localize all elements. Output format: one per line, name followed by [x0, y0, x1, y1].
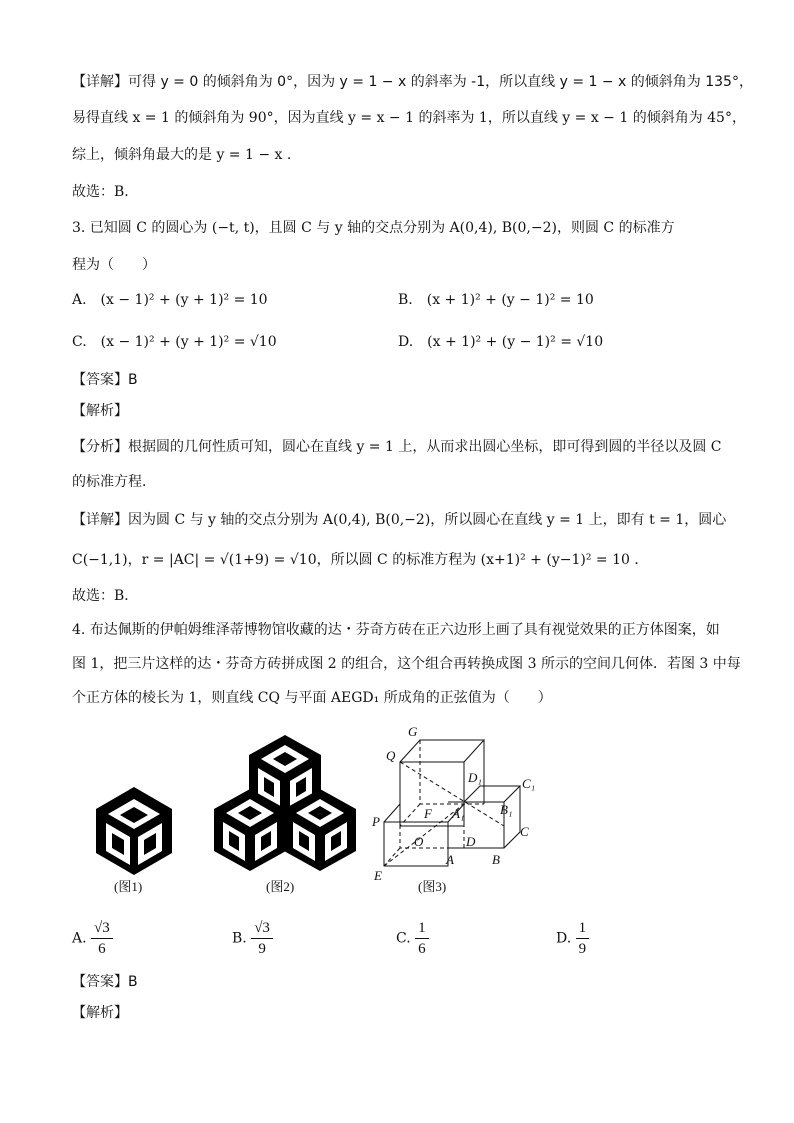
q4-option-a-denominator: 6 [98, 941, 106, 957]
label-A: A [446, 852, 454, 867]
label-B1: B₁ [500, 802, 513, 817]
label-C1: C₁ [522, 776, 536, 791]
q4-option-c [396, 918, 429, 959]
q4-option-a-numerator: √3 [91, 918, 113, 939]
figure-3-caption: (图3) [418, 879, 447, 894]
label-F: F [424, 806, 432, 821]
label-D1: D₁ [468, 770, 482, 785]
q4-option-c-numerator: 1 [415, 918, 429, 939]
label-G: G [408, 724, 418, 739]
q3-analysis-line-1: 【分析】根据圆的几何性质可知，圆心在直线 y = 1 上，从而求出圆心坐标，即可得到圆的半径以及圆 C [72, 439, 722, 455]
q3-detail-line-2: C(−1,1)，r = |AC| = √(1+9) = √10，所以圆 C 的标准方程为 (x+1)² + (y−1)² = 10 ． [72, 552, 649, 568]
q3-option-a: A. (x − 1)² + (y + 1)² = 10 [72, 292, 268, 308]
label-D: D [466, 834, 476, 849]
q4-option-b-label: B. [232, 930, 247, 947]
q3-answer: 【答案】B [72, 372, 138, 388]
q4-option-d-denominator: 9 [578, 941, 587, 957]
question-4-line-3: 个正方体的棱长为 1，则直线 CQ 与平面 AEGD₁ 所成角的正弦值为（ ） [72, 690, 552, 706]
q4-option-d [556, 918, 589, 959]
question-4-line-1: 4. 布达佩斯的伊帕姆维泽蒂博物馆收藏的达・芬奇方砖在正六边形上画了具有视觉效果的正方体图案，如 [72, 622, 720, 638]
q3-analysis-heading: 【解析】 [72, 403, 128, 419]
detail-line-2: 易得直线 x = 1 的倾斜角为 90°，因为直线 y = x − 1 的斜率为 1，所以直线 y = x − 1 的倾斜角为 45°， [72, 110, 746, 126]
question-3-line-1: 3. 已知圆 C 的圆心为 (−t, t)，且圆 C 与 y 轴的交点分别为 A(0,4), B(0,−2)，则圆 C 的标准方 [72, 220, 675, 236]
q4-option-b [232, 918, 273, 959]
q3-option-d: D. (x + 1)² + (y − 1)² = √10 [398, 334, 604, 350]
q4-option-c-label: C. [396, 930, 411, 947]
label-A1: A₁ [452, 806, 465, 821]
figure-1-caption: (图1) [114, 879, 143, 894]
label-C: C [520, 824, 529, 839]
q4-option-d-numerator: 1 [576, 918, 590, 939]
label-B: B [492, 852, 500, 867]
q4-option-b-numerator: √3 [251, 918, 273, 939]
q4-option-d-fraction [576, 918, 590, 959]
q4-option-a [72, 918, 113, 959]
q4-option-c-denominator: 6 [418, 941, 426, 957]
question-3-line-2: 程为（ ） [72, 257, 156, 273]
q3-choice: 故选：B． [72, 588, 139, 604]
q4-option-a-fraction [91, 918, 113, 959]
q4-option-a-label: A. [72, 930, 87, 947]
figure-2-tiles [212, 733, 358, 873]
label-Q: Q [386, 748, 396, 763]
detail-line-1: 【详解】可得 y = 0 的倾斜角为 0°，因为 y = 1 − x 的斜率为 -1，所以直线 y = 1 − x 的倾斜角为 135°， [72, 74, 753, 90]
q4-analysis-heading: 【解析】 [72, 1005, 128, 1021]
q4-option-b-fraction [251, 918, 273, 959]
detail-line-3: 综上，倾斜角最大的是 y = 1 − x . [72, 147, 292, 163]
label-E: E [374, 868, 382, 883]
figure-2-caption: (图2) [266, 879, 295, 894]
q4-option-d-label: D. [556, 930, 572, 947]
figure-3-solid [370, 720, 540, 885]
label-O: O [414, 834, 424, 849]
q3-option-b: B. (x + 1)² + (y − 1)² = 10 [398, 292, 594, 308]
q3-option-c: C. (x − 1)² + (y + 1)² = √10 [72, 334, 277, 350]
choice-line: 故选：B. [72, 184, 129, 200]
q4-option-c-fraction [415, 918, 429, 959]
q3-detail-line-1: 【详解】因为圆 C 与 y 轴的交点分别为 A(0,4), B(0,−2)，所以圆心在直线 y = 1 上，即有 t = 1，圆心 [72, 512, 727, 528]
question-4-line-2: 图 1，把三片这样的达・芬奇方砖拼成图 2 的组合，这个组合再转换成图 3 所示的空间几何体．若图 3 中每 [72, 656, 741, 672]
q3-analysis-line-2: 的标准方程． [72, 474, 156, 490]
q4-option-b-denominator: 9 [258, 941, 266, 957]
q4-answer: 【答案】B [72, 974, 138, 990]
figure-1-tile [94, 785, 174, 877]
label-P: P [372, 814, 380, 829]
